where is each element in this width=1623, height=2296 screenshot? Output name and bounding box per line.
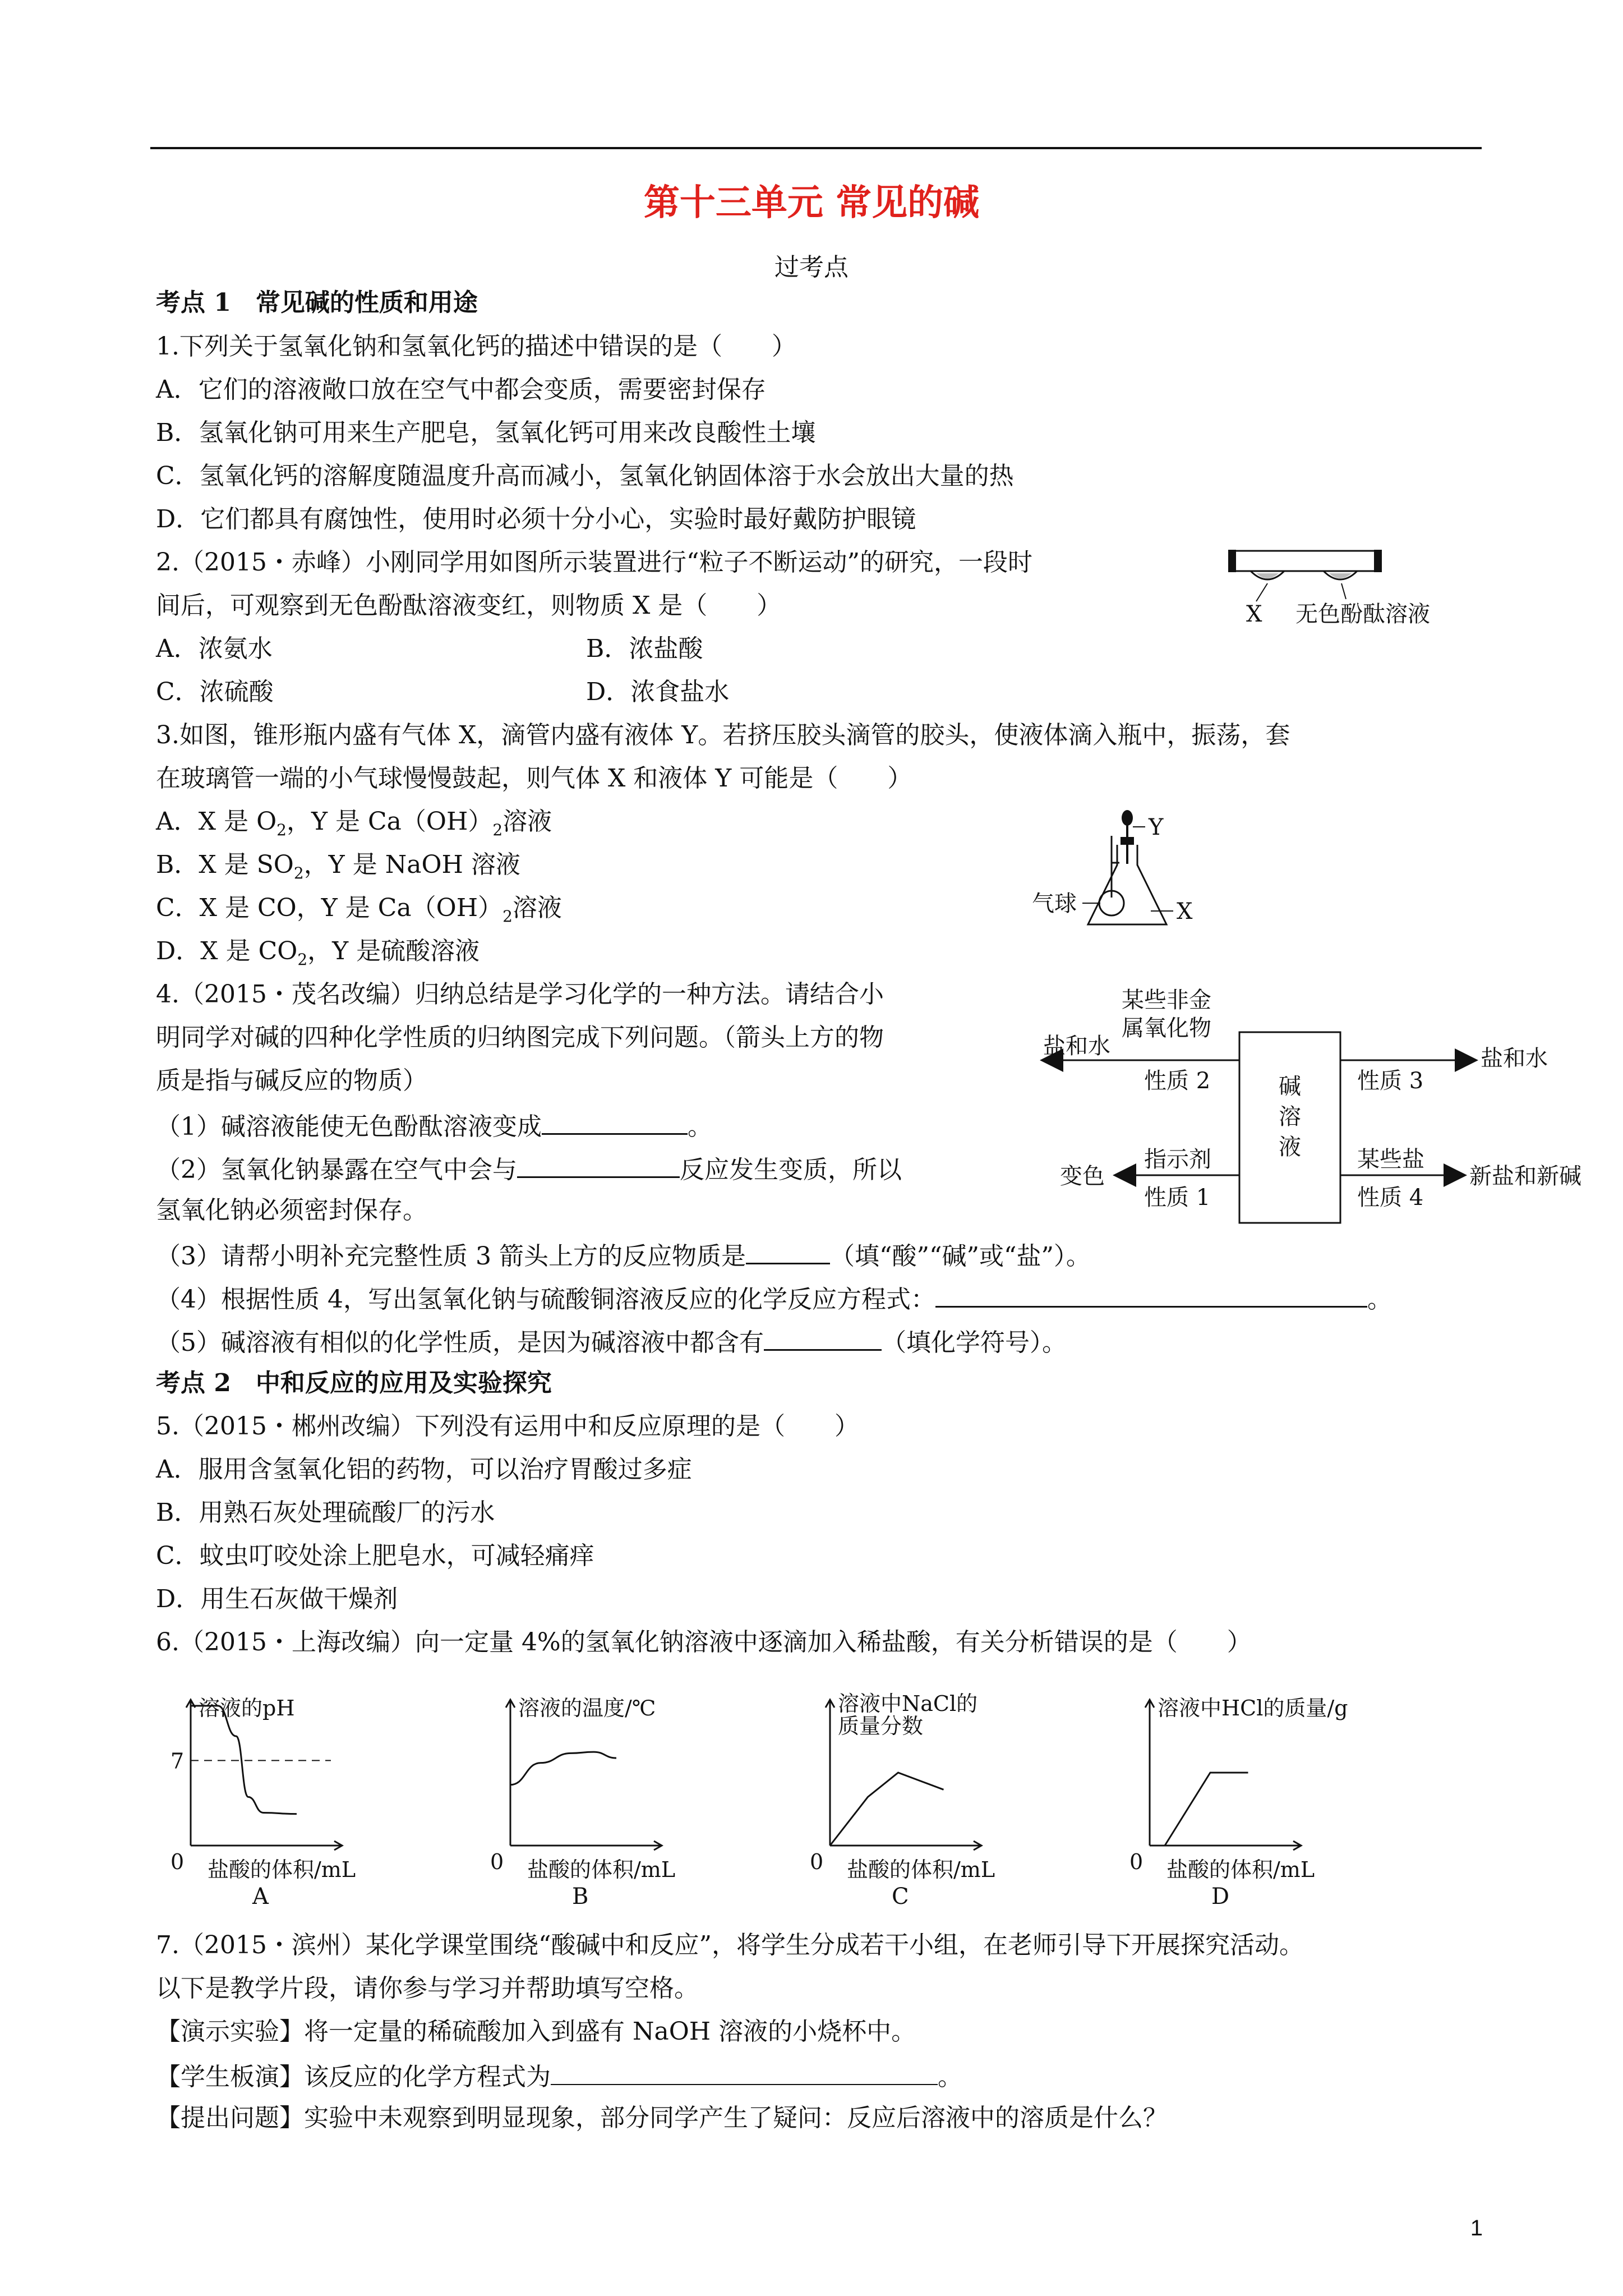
chart-c-letter: C [892,1884,909,1907]
q4-stem-line1: 4.（2015・茂名改编）归纳总结是学习化学的一种方法。请结合小 [156,980,884,1009]
q6-charts [151,1677,1497,1907]
section-heading-2: 考点 2 中和反应的应用及实验探究 [156,1369,552,1397]
tube-stopper-left [1228,550,1236,572]
label-phenolphthalein: 无色酚酞溶液 [1295,601,1430,627]
q7-question: 【提出问题】实验中未观察到明显现象，部分同学产生了疑问：反应后溶液中的溶质是什么？ [156,2104,1168,2132]
q7-stem-line2: 以下是教学片段，请你参与学习并帮助填写空格。 [156,1974,699,2003]
q6-stem: 6.（2015・上海改编）向一定量 4%的氢氧化钠溶液中逐滴加入稀盐酸，有关分析错误的是（ ） [156,1628,1252,1657]
q4-stem-line3: 质是指与碱反应的物质） [156,1066,427,1095]
chart-c-xlabel: 盐酸的体积/mL [847,1857,995,1882]
q3-option-c: C．X 是 CO，Y 是 $Ca(OH)_2$溶液 [156,894,562,926]
chart-d-series-0 [1165,1773,1248,1846]
top-left-result: 盐和水 [1043,1033,1110,1059]
chart-c-series-0 [830,1773,944,1846]
chart-b-series-0 [510,1752,616,1785]
chart-a-letter: A [252,1884,269,1907]
q6-charts-group [170,1691,1348,1907]
q7-demo-experiment: 【演示实验】将一定量的稀硫酸加入到盛有 NaOH 溶液的小烧杯中。 [156,2017,916,2046]
chart-d-xlabel: 盐酸的体积/mL [1166,1857,1315,1882]
q5-option-c: C．蚊虫叮咬处涂上肥皂水，可减轻痛痒 [156,1542,594,1570]
page-number: 1 [1470,2216,1483,2240]
q2-option-b: B．浓盐酸 [586,634,703,663]
leader-x [1256,583,1267,601]
q4-blank-3[interactable] [746,1238,830,1264]
q7-student-board: 【学生板演】该反应的化学方程式为 。 [156,2059,962,2093]
q4-sub2-line2: 氢氧化钠必须密封保存。 [156,1196,427,1225]
top-left-below: 性质 2 [1144,1068,1211,1094]
chart-c-ylabel-line1: 溶液中NaCl的 [838,1691,978,1716]
q3-option-d: D．X 是 $CO_2$，Y 是硫酸溶液 [156,937,480,969]
q4-base-properties-diagram [1032,982,1610,1240]
center-char-2: 溶 [1279,1104,1301,1130]
q4-sub5: （5）碱溶液有相似的化学性质，是因为碱溶液中都含有 （填化学符号）。 [156,1324,1067,1359]
q2-stem-line1: 2.（2015・赤峰）小刚同学用如图所示装置进行“粒子不断运动”的研究，一段时 [156,548,1032,577]
tube-stopper-right [1374,550,1382,572]
page-title: 第十三单元 常见的碱 [643,182,980,224]
q3-stem-line2: 在玻璃管一端的小气球慢慢鼓起，则气体 X 和液体 Y 可能是（ ） [156,764,912,793]
chart-d-ylabel: 溶液中HCl的质量/g [1158,1696,1348,1720]
chart-c-ylabel-line2: 质量分数 [838,1714,924,1738]
center-char-3: 液 [1279,1134,1301,1160]
q4-sub1: （1）碱溶液能使无色酚酞溶液变成 。 [156,1108,712,1143]
dropper-bulb [1122,810,1133,826]
chart-c-origin-label: 0 [810,1849,824,1874]
q1-option-d: D．它们都具有腐蚀性，使用时必须十分小心，实验时最好戴防护眼镜 [156,505,916,533]
q2-option-d: D．浓食盐水 [586,678,730,706]
chart-b-xlabel: 盐酸的体积/mL [527,1857,676,1882]
chart-a-y-tick-label: 7 [170,1749,185,1774]
q3-stem-line1: 3.如图，锥形瓶内盛有气体 X，滴管内盛有液体 Y。若挤压胶头滴管的胶头，使液体滴入瓶中，振荡，套 [156,721,1290,749]
stopper [1121,837,1134,845]
chart-a-series-0 [191,1706,297,1814]
q4-sub4: （4）根据性质 4，写出氢氧化钠与硫酸铜溶液反应的化学反应方程式： 。 [156,1281,1392,1315]
bottom-left-below: 性质 1 [1144,1185,1211,1211]
top-left-above-1: 某些非金 [1122,987,1211,1013]
center-char-1: 碱 [1279,1074,1301,1099]
q5-option-b: B．用熟石灰处理硫酸厂的污水 [156,1498,495,1527]
top-left-above-2: 属氧化物 [1122,1015,1211,1041]
chart-b-ylabel: 溶液的温度/℃ [518,1696,656,1720]
q4-blank-2[interactable] [517,1152,680,1178]
chart-d-origin-label: 0 [1129,1849,1144,1874]
bottom-left-result: 变色 [1060,1163,1105,1189]
bottom-right-below: 性质 4 [1357,1185,1424,1211]
chart-b-origin-label: 0 [490,1849,504,1874]
q4-stem-line2: 明同学对碱的四种化学性质的归纳图完成下列问题。（箭头上方的物 [156,1023,884,1052]
q2-stem-line2: 间后，可观察到无色酚酞溶液变红，则物质 X 是（ ） [156,591,782,620]
q2-apparatus-figure [1211,539,1458,628]
leader-solution [1341,583,1346,599]
q3-option-b: B．X 是 $SO_2$，Y 是 NaOH 溶液 [156,850,520,882]
q7-stem-line1: 7.（2015・滨州）某化学课堂围绕“酸碱中和反应”，将学生分成若干小组，在老师引导下开展探究活动。 [156,1931,1304,1959]
q1-option-a: A．它们的溶液敞口放在空气中都会变质，需要密封保存 [156,375,766,404]
q4-sub2-line1: （2）氢氧化钠暴露在空气中会与 反应发生变质，所以 [156,1152,902,1186]
section-heading-1: 考点 1 常见碱的性质和用途 [156,288,478,317]
q4-sub3: （3）请帮小明补充完整性质 3 箭头上方的反应物质是 （填“酸”“碱”或“盐”）。 [156,1238,1091,1272]
label-balloon: 气球 [1032,891,1077,917]
q1-stem: 1.下列关于氢氧化钠和氢氧化钙的描述中错误的是（ ） [156,332,796,361]
q5-option-a: A．服用含氢氧化铝的药物，可以治疗胃酸过多症 [156,1455,692,1484]
q3-option-a: A．X 是 $O_2$，Y 是 $Ca(OH)_2$溶液 [156,807,552,839]
chart-d-letter: D [1211,1884,1230,1907]
q1-option-b: B．氢氧化钠可用来生产肥皂，氢氧化钙可用来改良酸性土壤 [156,418,816,447]
q4-blank-5[interactable] [764,1324,882,1351]
chart-b-letter: B [572,1884,589,1907]
q7-equation-blank[interactable] [551,2059,938,2085]
header-rule [150,147,1482,149]
label-x: X [1246,601,1262,627]
top-right-result: 盐和水 [1481,1046,1548,1071]
chart-a-ylabel: 溶液的pH [199,1696,295,1720]
label-y: Y [1149,815,1164,840]
q2-option-a: A．浓氨水 [156,634,273,663]
q3-flask-figure [1026,802,1239,948]
bottom-right-result: 新盐和新碱 [1469,1163,1581,1189]
chart-a-origin-label: 0 [170,1849,185,1874]
page-subtitle: 过考点 [774,253,849,282]
chart-a-xlabel: 盐酸的体积/mL [208,1857,356,1882]
q5-stem: 5.（2015・郴州改编）下列没有运用中和反应原理的是（ ） [156,1412,859,1441]
q4-blank-1[interactable] [542,1108,688,1135]
top-right-below: 性质 3 [1357,1068,1424,1094]
q5-option-d: D．用生石灰做干燥剂 [156,1585,398,1613]
q4-blank-4[interactable] [935,1281,1367,1308]
bottom-left-above: 指示剂 [1144,1147,1211,1172]
label-x: X [1177,899,1193,924]
q2-option-c: C．浓硫酸 [156,678,274,706]
q1-option-c: C．氢氧化钙的溶解度随温度升高而减小，氢氧化钠固体溶于水会放出大量的热 [156,462,1014,490]
bottom-right-above: 某些盐 [1357,1147,1424,1172]
glass-tube-outer [1112,836,1119,863]
